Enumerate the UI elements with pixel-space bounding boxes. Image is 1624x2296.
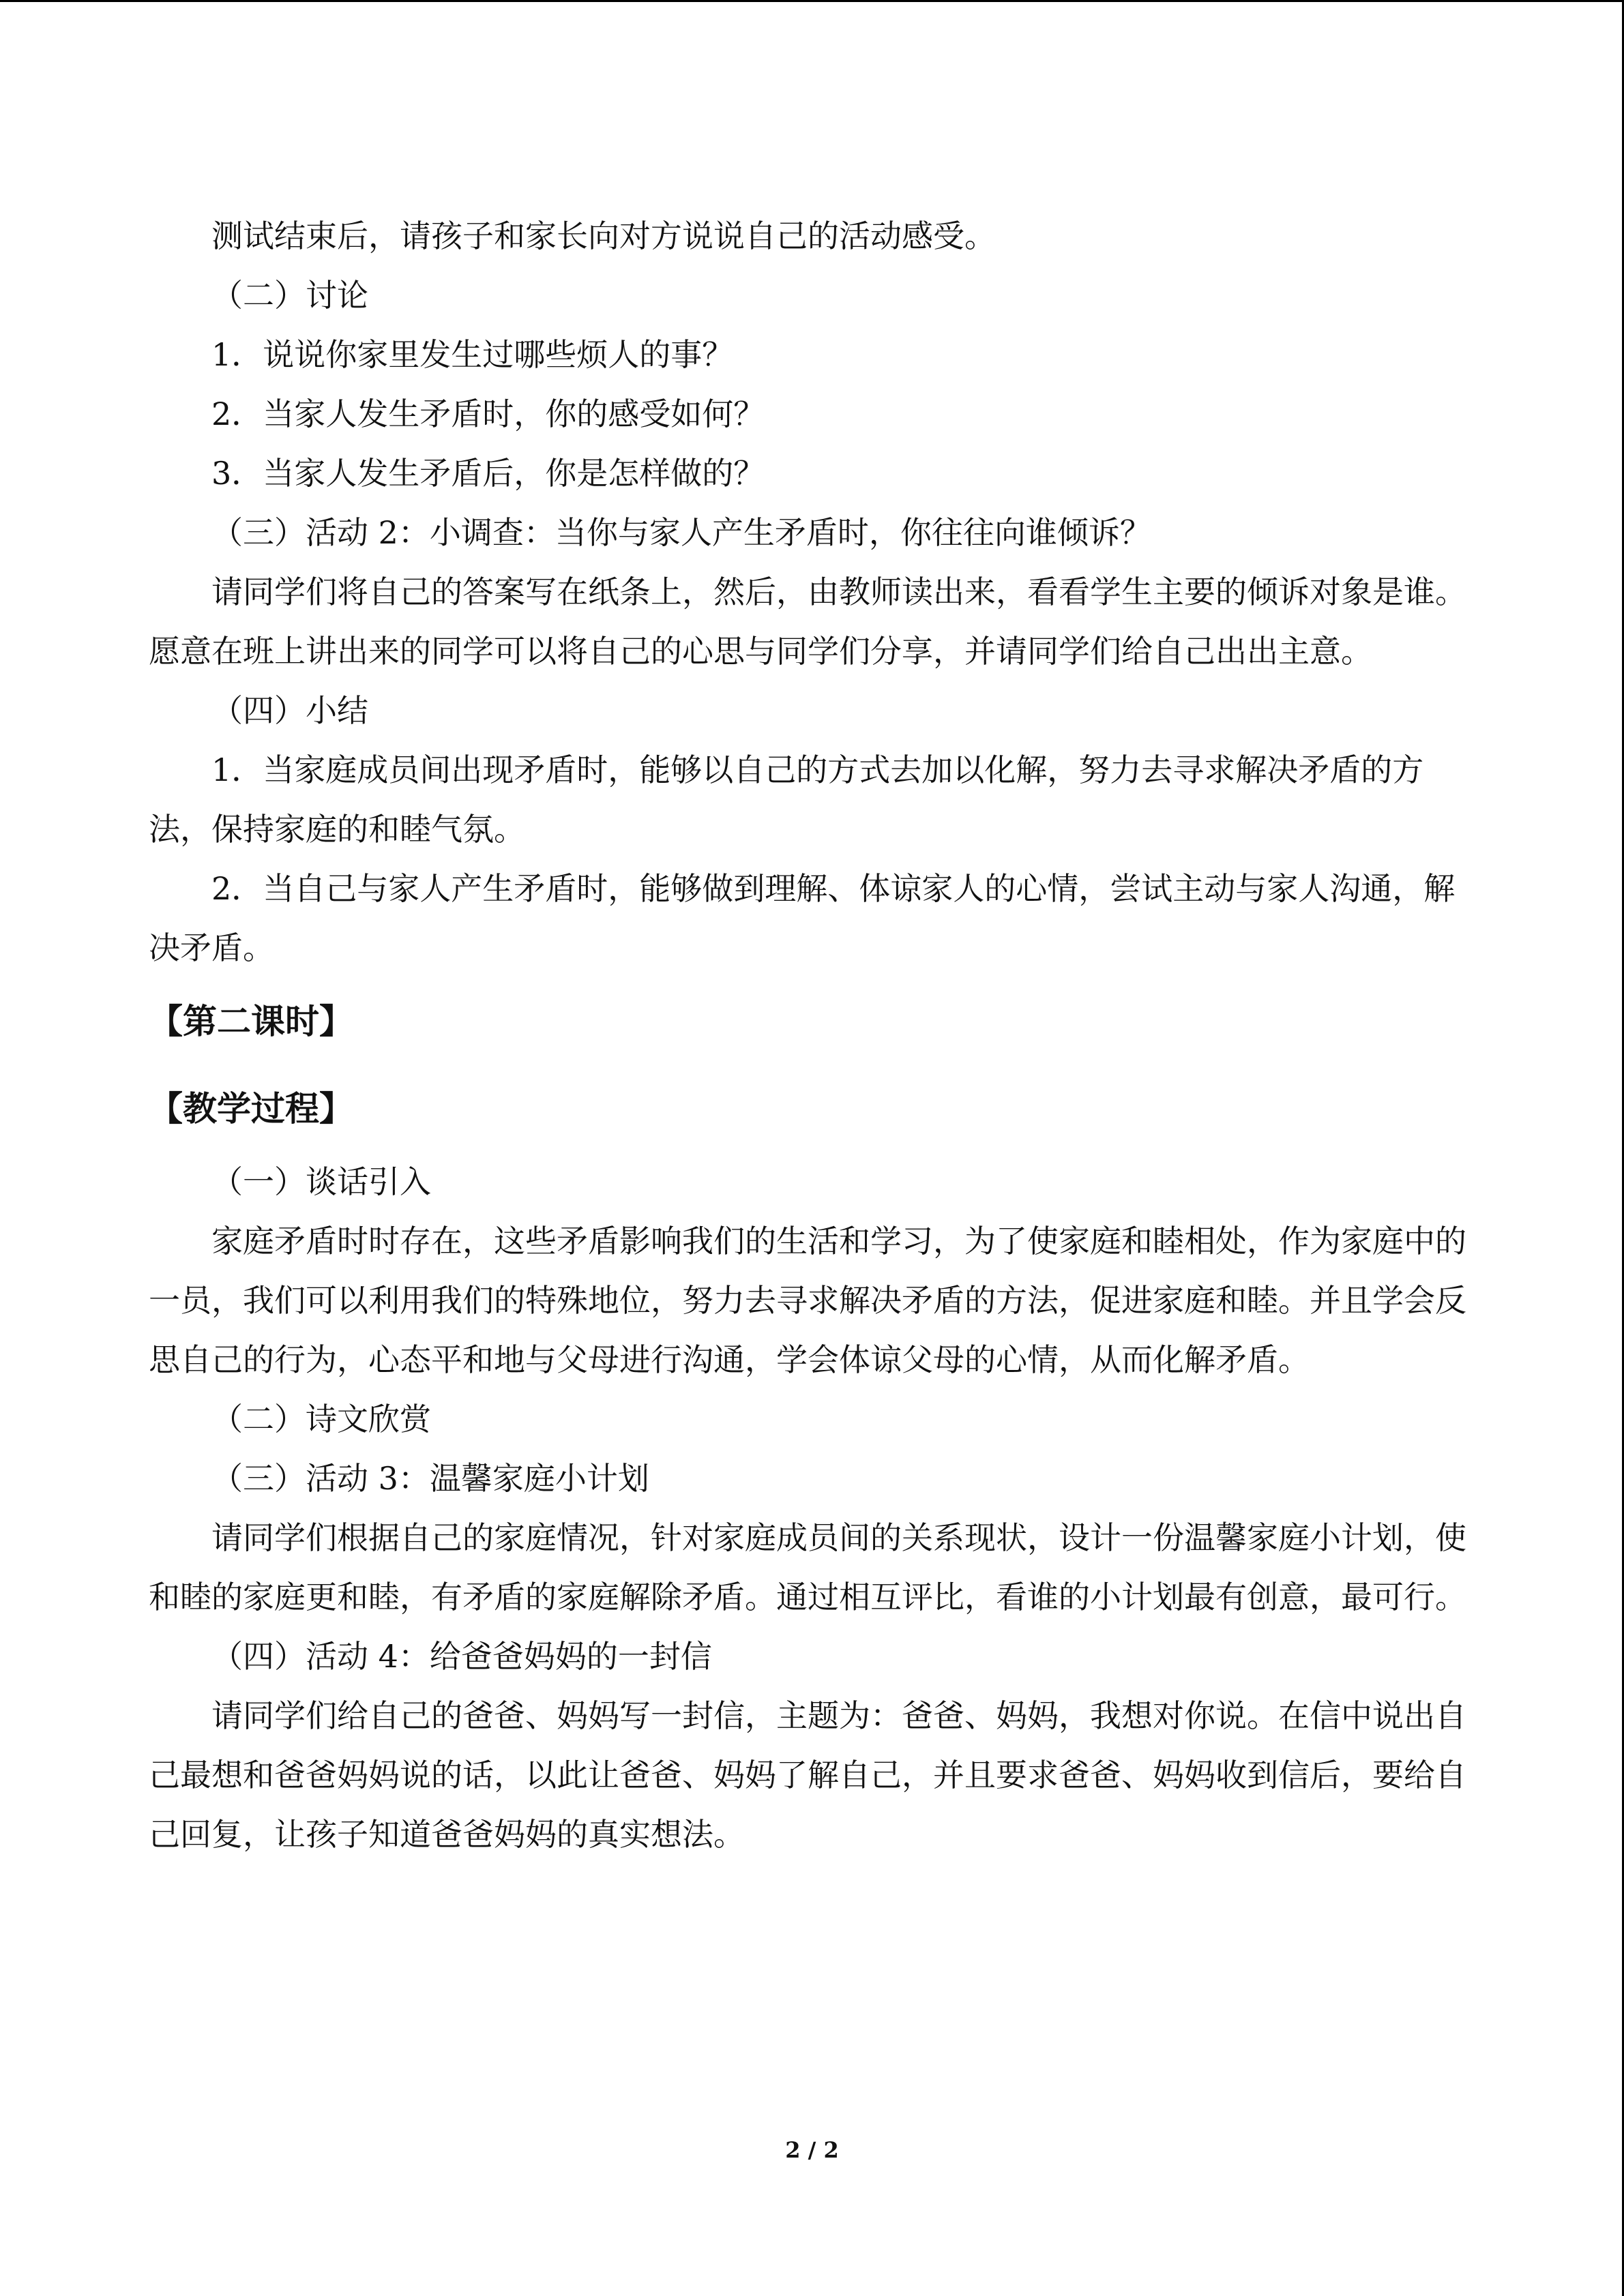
section-activity-4: （四）活动 4：给爸爸妈妈的一封信	[211, 1638, 712, 1675]
section-introduction: （一）谈话引入	[211, 1163, 431, 1200]
paragraph-activity-3: 请同学们根据自己的家庭情况，针对家庭成员间的关系现状，设计一份温馨家庭小计划，使和睦的家庭更和睦，有矛盾的家庭解除矛盾。通过相互评比，看谁的小计划最有创意，最可行。	[149, 1519, 1466, 1615]
summary-item-2: 2．当自己与家人产生矛盾时，能够做到理解、体谅家人的心情，尝试主动与家人沟通，解决矛盾。	[149, 870, 1456, 966]
paragraph-test-feedback: 测试结束后，请孩子和家长向对方说说自己的活动感受。	[211, 218, 996, 254]
heading-second-lesson: 【第二课时】	[149, 1002, 353, 1041]
section-summary: （四）小结	[211, 692, 368, 729]
paragraph-introduction: 家庭矛盾时时存在，这些矛盾影响我们的生活和学习，为了使家庭和睦相处，作为家庭中的一员，我们可以利用我们的特殊地位，努力去寻求解决矛盾的方法，促进家庭和睦。并且学会反思自己的行为，心态平和地与父母进行沟通，学会体谅父母的心情，从而化解矛盾。	[149, 1223, 1466, 1378]
page-content	[149, 207, 1475, 1864]
section-poetry: （二）诗文欣赏	[211, 1401, 431, 1437]
discussion-item-3: 3．当家人发生矛盾后，你是怎样做的？	[211, 455, 765, 492]
discussion-item-2: 2．当家人发生矛盾时，你的感受如何？	[211, 396, 765, 432]
paragraph-activity-4: 请同学们给自己的爸爸、妈妈写一封信，主题为：爸爸、妈妈，我想对你说。在信中说出自己最想和爸爸妈妈说的话，以此让爸爸、妈妈了解自己，并且要求爸爸、妈妈收到信后，要给自己回复，让孩子知道爸爸妈妈的真实想法。	[149, 1697, 1466, 1853]
summary-item-1: 1．当家庭成员间出现矛盾时，能够以自己的方式去加以化解，努力去寻求解决矛盾的方法，保持家庭的和睦气氛。	[149, 751, 1424, 848]
paragraph-activity-2: 请同学们将自己的答案写在纸条上，然后，由教师读出来，看看学生主要的倾诉对象是谁。愿意在班上讲出来的同学可以将自己的心思与同学们分享，并请同学们给自己出出主意。	[149, 573, 1466, 670]
page-number: 2 / 2	[785, 2137, 839, 2163]
heading-teaching-process: 【教学过程】	[149, 1089, 353, 1129]
section-activity-2: （三）活动 2：小调查：当你与家人产生矛盾时，你往往向谁倾诉？	[211, 514, 1151, 551]
discussion-item-1: 1．说说你家里发生过哪些烦人的事？	[211, 336, 734, 373]
section-discussion: （二）讨论	[211, 277, 368, 314]
section-activity-3: （三）活动 3：温馨家庭小计划	[211, 1460, 649, 1497]
